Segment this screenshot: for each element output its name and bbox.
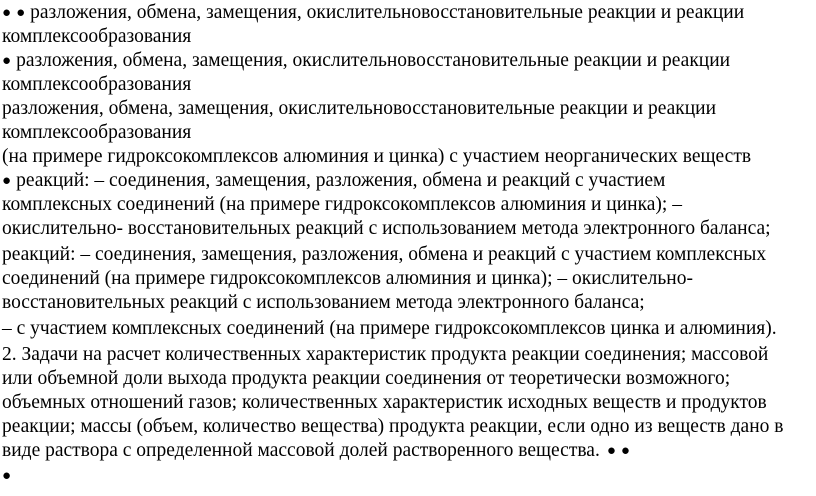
- text-line-4: комплексообразования: [2, 74, 192, 95]
- text-line-11: реакций: – соединения, замещения, разложения, обмена и реакций с участием комплексных: [2, 244, 767, 265]
- text-line-6: комплексообразования: [2, 122, 192, 143]
- text-line-17: объемных отношений газов; количественных характеристик исходных веществ и продуктов: [2, 392, 767, 413]
- text-line-14: – с участием комплексных соединений (на примере гидроксокомплексов цинка и алюминия).: [2, 318, 777, 339]
- text-line-20: [2, 464, 16, 488]
- text-line-5: разложения, обмена, замещения, окислительновосстановительные реакции и реакции: [2, 98, 717, 119]
- text-line-10: окислительно- восстановительных реакций с использованием метода электронного баланса;: [2, 218, 771, 239]
- bullet-icon: ●: [2, 53, 12, 69]
- text-line-12: соединений (на примере гидроксокомплексов алюминия и цинка); – окислительно-: [2, 268, 693, 289]
- bullet-icon: ●: [16, 5, 26, 21]
- text-line-3: ● разложения, обмена, замещения, окислительновосстановительные реакции и реакции: [2, 50, 731, 71]
- text-line-9: комплексных соединений (на примере гидроксокомплексов алюминия и цинка); –: [2, 194, 682, 215]
- text-line-1: ● ● разложения, обмена, замещения, окислительновосстановительные реакции и реакции: [2, 2, 745, 23]
- text-line-19: виде раствора с определенной массовой долей растворенного вещества. ● ●: [2, 440, 630, 461]
- bullet-icon: ●: [620, 443, 630, 459]
- text-line-8: ● реакций: – соединения, замещения, разложения, обмена и реакций с участием: [2, 170, 666, 191]
- text-line-7: (на примере гидроксокомплексов алюминия и цинка) с участием неорганических веществ: [2, 146, 752, 167]
- text-line-13: восстановительных реакций с использованием метода электронного баланса;: [2, 292, 645, 313]
- bullet-icon: ●: [2, 173, 12, 189]
- text-line-16: или объемной доли выхода продукта реакции соединения от теоретически возможного;: [2, 368, 731, 389]
- text-line-2: комплексообразования: [2, 26, 192, 47]
- text-line-15: 2. Задачи на расчет количественных характеристик продукта реакции соединения; массовой: [2, 344, 769, 365]
- text-line-18: реакции; массы (объем, количество вещества) продукта реакции, если одно из веществ дано в: [2, 416, 784, 437]
- bullet-icon: ●: [2, 468, 12, 484]
- bullet-icon: ●: [606, 443, 616, 459]
- bullet-icon: ●: [2, 5, 12, 21]
